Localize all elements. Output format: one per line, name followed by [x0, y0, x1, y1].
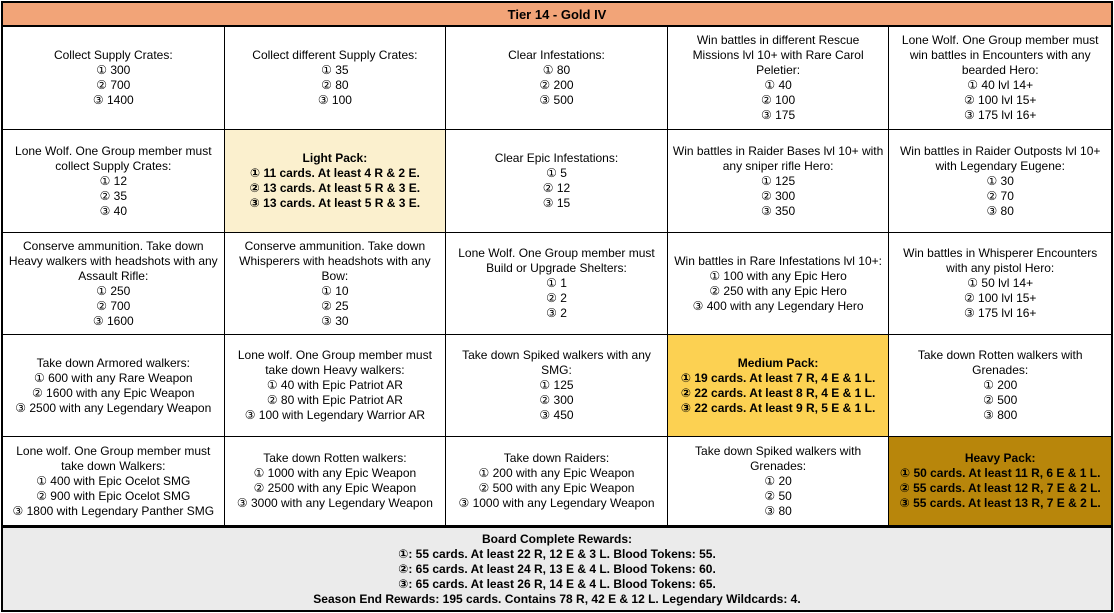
challenge-cell-r3c3	[446, 233, 668, 335]
reward-line-3: ③: 65 cards. At least 26 R, 14 E & 4 L. Blood Tokens: 65.	[398, 576, 716, 591]
goal-line-1: ① 100 with any Epic Hero	[709, 268, 847, 283]
goal-line-3: ③ 80	[764, 503, 792, 518]
goal-line-3: ③ 350	[761, 203, 796, 218]
goal-line-2: ② 100 lvl 15+	[963, 93, 1037, 107]
challenge-cell-r1c2	[225, 27, 447, 130]
goal-line-1: ① 40 lvl 14+	[967, 78, 1034, 92]
rewards-heading: Board Complete Rewards:	[481, 531, 633, 546]
goal-line-1: ① 125	[761, 173, 796, 188]
goal-line-3: ③ 450	[539, 408, 574, 422]
challenge-title: Lone Wolf. One Group member must collect Supply Crates:	[15, 143, 212, 173]
goal-line-3: ③ 1000 with any Legendary Weapon	[458, 496, 655, 510]
challenge-title: Win battles in different Rescue Missions lvl 10+ with Rare Carol Peletier:	[692, 33, 864, 77]
goal-line-3: ③ 1400	[92, 93, 134, 107]
board-complete-rewards-panel	[3, 526, 1111, 610]
goal-line-1: ① 600 with any Rare Weapon	[33, 370, 193, 385]
challenge-title: Lone wolf. One Group member must take down Walkers:	[16, 443, 211, 473]
challenge-cell-r1c1	[3, 27, 225, 130]
challenge-cell-r5c2	[225, 437, 447, 526]
goal-line-2: ② 250 with any Epic Hero	[709, 283, 847, 298]
challenge-title: Collect different Supply Crates:	[252, 48, 418, 62]
heavy-pack-cell	[889, 437, 1111, 526]
goal-line-3: ③ 100 with Legendary Warrior AR	[244, 408, 426, 422]
season-end-rewards-line: Season End Rewards: 195 cards. Contains 78 R, 42 E & 12 L. Legendary Wildcards: 4.	[313, 591, 801, 606]
challenge-title: Conserve ammunition. Take down Heavy walkers with headshots with any Assault Rifle:	[8, 238, 218, 283]
goal-line-1: ① 400 with Epic Ocelot SMG	[36, 473, 191, 488]
challenge-title: Lone Wolf. One Group member must Build or Upgrade Shelters:	[458, 246, 655, 275]
goal-line-2: ② 80	[321, 78, 349, 92]
challenge-cell-r2c1	[3, 130, 225, 233]
challenge-title: Win battles in Raider Outposts lvl 10+ with Legendary Eugene:	[899, 143, 1101, 173]
challenge-cell-r3c2	[225, 233, 447, 335]
goal-line-2: ② 13 cards. At least 5 R & 3 E.	[249, 181, 421, 195]
goal-line-2: ② 700	[96, 298, 131, 313]
goal-line-1: ① 35	[321, 63, 349, 77]
challenge-title: Clear Infestations:	[508, 48, 605, 62]
challenge-cell-r5c3	[446, 437, 668, 526]
challenge-cell-r5c4	[668, 437, 890, 526]
challenge-title: Win battles in Whisperer Encounters with any pistol Hero:	[903, 246, 1098, 275]
challenge-board	[1, 1, 1113, 612]
challenge-cell-r4c1	[3, 335, 225, 437]
goal-line-3: ③ 2	[546, 306, 567, 320]
goal-line-1: ① 80	[542, 63, 571, 77]
goal-line-1: ① 30	[986, 173, 1014, 188]
goal-line-1: ① 125	[539, 378, 574, 392]
goal-line-3: ③ 1600	[92, 313, 134, 328]
challenge-cell-r2c4	[668, 130, 890, 233]
goal-line-2: ② 700	[96, 78, 131, 92]
challenge-title: Win battles in Rare Infestations lvl 10+:	[674, 253, 882, 268]
goal-line-3: ③ 175 lvl 16+	[963, 306, 1037, 320]
goal-line-1: ① 50 lvl 14+	[967, 276, 1034, 290]
goal-line-3: ③ 175 lvl 16+	[963, 108, 1037, 122]
goal-line-3: ③ 80	[986, 203, 1014, 218]
tier-title: Tier 14 - Gold IV	[507, 6, 607, 22]
goal-line-1: ① 1	[546, 276, 567, 290]
goal-line-2: ② 2	[546, 291, 567, 305]
pack-title: Medium Pack:	[737, 355, 819, 370]
goal-line-2: ② 2500 with any Epic Weapon	[253, 481, 417, 495]
goal-line-3: ③ 500	[539, 93, 574, 107]
goal-line-2: ② 12	[542, 181, 571, 195]
challenge-cell-r2c5	[889, 130, 1111, 233]
goal-line-2: ② 900 with Epic Ocelot SMG	[36, 488, 191, 503]
challenge-title: Lone Wolf. One Group member must win battles in Encounters with any bearded Hero:	[901, 33, 1099, 77]
goal-line-2: ② 70	[986, 188, 1014, 203]
goal-line-3: ③ 1800 with Legendary Panther SMG	[12, 503, 215, 518]
challenge-cell-r4c2	[225, 335, 447, 437]
goal-line-3: ③ 13 cards. At least 5 R & 3 E.	[249, 196, 421, 210]
goal-line-1: ① 1000 with any Epic Weapon	[253, 466, 417, 480]
goal-line-1: ① 11 cards. At least 4 R & 2 E.	[249, 166, 420, 180]
goal-line-3: ③ 30	[321, 313, 349, 328]
goal-line-2: ② 25	[321, 298, 349, 313]
goal-line-3: ③ 40	[99, 203, 128, 218]
challenge-title: Clear Epic Infestations:	[494, 151, 619, 165]
challenge-cell-r3c1	[3, 233, 225, 335]
challenge-title: Collect Supply Crates:	[53, 48, 173, 62]
challenge-cell-r3c4	[668, 233, 890, 335]
challenge-cell-r1c4	[668, 27, 890, 130]
challenge-title: Lone wolf. One Group member must take down Heavy walkers:	[237, 348, 432, 377]
goal-line-2: ② 500 with any Epic Weapon	[478, 481, 635, 495]
goal-line-2: ② 55 cards. At least 12 R, 7 E & 2 L.	[899, 481, 1101, 495]
goal-line-1: ① 19 cards. At least 7 R, 4 E & 1 L.	[680, 370, 876, 385]
goal-line-2: ② 22 cards. At least 8 R, 4 E & 1 L.	[680, 385, 876, 400]
tier-header	[3, 3, 1111, 27]
goal-line-3: ③ 22 cards. At least 9 R, 5 E & 1 L.	[680, 400, 876, 415]
challenge-cell-r4c3	[446, 335, 668, 437]
goal-line-2: ② 300	[539, 393, 574, 407]
goal-line-2: ② 35	[99, 188, 128, 203]
challenge-title: Win battles in Raider Bases lvl 10+ with any sniper rifle Hero:	[672, 143, 884, 173]
goal-line-2: ② 200	[539, 78, 574, 92]
goal-line-3: ③ 3000 with any Legendary Weapon	[236, 496, 433, 510]
goal-line-2: ② 50	[764, 488, 792, 503]
goal-line-1: ① 12	[99, 173, 128, 188]
goal-line-1: ① 20	[764, 473, 792, 488]
goal-line-1: ① 300	[96, 63, 131, 77]
challenge-cell-r5c1	[3, 437, 225, 526]
challenge-title: Take down Spiked walkers with Grenades:	[695, 443, 862, 473]
goal-line-3: ③ 100	[317, 93, 352, 107]
challenge-cell-r2c3	[446, 130, 668, 233]
goal-line-1: ① 250	[96, 283, 131, 298]
goal-line-3: ③ 55 cards. At least 13 R, 7 E & 2 L.	[899, 496, 1101, 510]
goal-line-2: ② 100 lvl 15+	[963, 291, 1037, 305]
reward-line-1: ①: 55 cards. At least 22 R, 12 E & 3 L. Blood Tokens: 55.	[398, 546, 716, 561]
goal-line-1: ① 200 with any Epic Weapon	[478, 466, 635, 480]
challenge-cell-r1c3	[446, 27, 668, 130]
challenge-cell-r3c5	[889, 233, 1111, 335]
goal-line-2: ② 500	[983, 393, 1018, 407]
challenge-title: Take down Armored walkers:	[36, 355, 190, 370]
reward-line-2: ②: 65 cards. At least 24 R, 13 E & 4 L. Blood Tokens: 60.	[398, 561, 716, 576]
goal-line-1: ① 5	[546, 166, 567, 180]
goal-line-1: ① 200	[983, 378, 1018, 392]
goal-line-1: ① 40 with Epic Patriot AR	[266, 378, 403, 392]
pack-title: Light Pack:	[302, 151, 368, 165]
challenge-title: Conserve ammunition. Take down Whisperers with headshots with any Bow:	[239, 238, 431, 283]
pack-title: Heavy Pack:	[964, 451, 1036, 465]
medium-pack-cell	[668, 335, 890, 437]
challenge-title: Take down Spiked walkers with any SMG:	[462, 348, 651, 377]
challenge-cell-r1c5	[889, 27, 1111, 130]
goal-line-3: ③ 2500 with any Legendary Weapon	[15, 400, 212, 415]
challenge-grid	[3, 27, 1111, 526]
goal-line-1: ① 50 cards. At least 11 R, 6 E & 1 L.	[899, 466, 1101, 480]
goal-line-3: ③ 400 with any Legendary Hero	[692, 298, 864, 313]
challenge-title: Take down Raiders:	[503, 451, 610, 465]
goal-line-1: ① 40	[764, 78, 792, 92]
goal-line-2: ② 100	[761, 93, 796, 107]
goal-line-1: ① 10	[321, 283, 349, 298]
challenge-cell-r4c5	[889, 335, 1111, 437]
challenge-title: Take down Rotten walkers with Grenades:	[917, 348, 1083, 377]
goal-line-3: ③ 15	[542, 196, 571, 210]
goal-line-3: ③ 175	[761, 108, 796, 122]
light-pack-cell	[225, 130, 447, 233]
goal-line-2: ② 300	[761, 188, 796, 203]
goal-line-2: ② 80 with Epic Patriot AR	[266, 393, 403, 407]
goal-line-2: ② 1600 with any Epic Weapon	[31, 385, 195, 400]
goal-line-3: ③ 800	[983, 408, 1018, 422]
challenge-title: Take down Rotten walkers:	[263, 451, 407, 465]
